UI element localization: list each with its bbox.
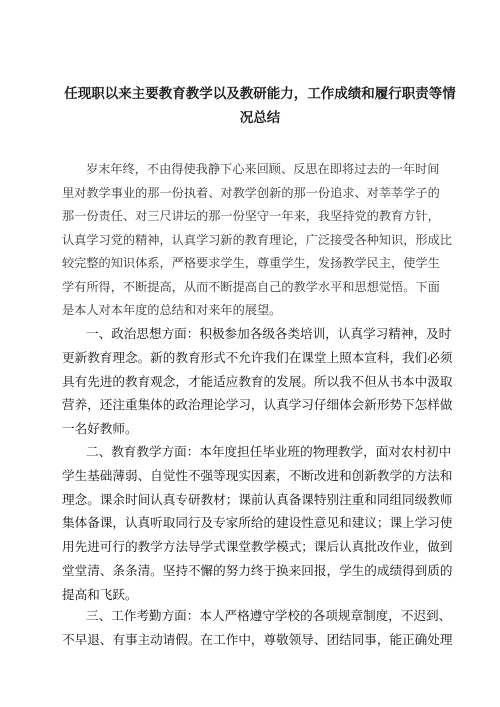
intro-line: 认真学习党的精神，认真学习新的教育理论，广泛接受各种知识，形成比 [62, 232, 452, 247]
section-line: 堂堂清、条条清。坚持不懈的努力终于换来回报，学生的成绩得到质的 [62, 562, 453, 578]
section-line: 学生基础薄弱、自觉性不强等现实因素，不断改进和创新教学的方法和 [62, 467, 453, 483]
title-line: 任现职以来主要教育教学以及教研能力，工作成绩和履行职责等情 [64, 86, 456, 102]
section-line: 更新教育理念。新的教育形式不允许我们在课堂上照本宣科，我们必须 [62, 349, 453, 365]
section-political-thought [62, 322, 457, 441]
intro-line: 是本人对本年度的总结和对来年的展望。 [62, 303, 282, 317]
section-teaching [62, 440, 457, 607]
section-attendance [62, 604, 457, 652]
intro-line: 学有所得，不断提高，从而不断提高自己的教学水平和思想觉悟。下面 [62, 279, 440, 294]
section-line: 具有先进的教育观念，才能适应教育的发展。所以我不但从书本中汲取 [62, 373, 453, 389]
section-line: 集体备课，认真听取同行及专家所给的建设性意见和建议；课上学习使 [62, 515, 453, 531]
intro-paragraph [62, 158, 457, 323]
section-line: 提高和飞跃。 [62, 586, 138, 602]
section-line: 一、政治思想方面：积极参加各级各类培训，认真学习精神，及时 [86, 326, 452, 341]
intro-line: 里对教学事业的那一份执着、对教学创新的那一份追求、对莘莘学子的 [62, 185, 440, 200]
section-line: 营养，还注重集体的政治理论学习，认真学习仔细体会新形势下怎样做 [62, 397, 453, 413]
section-line: 一名好教师。 [62, 421, 138, 437]
intro-line: 那一份责任、对三尺讲坛的那一份坚守一年来，我坚持党的教育方针， [62, 209, 440, 223]
section-line: 三、工作考勤方面：本人严格遵守学校的各项规章制度，不迟到、 [86, 608, 452, 623]
section-line: 用先进可行的教学方法导学式课堂教学模式；课后认真批改作业，做到 [62, 539, 453, 555]
intro-line: 较完整的知识体系，严格要求学生，尊重学生，发扬教学民主，使学生 [62, 256, 440, 270]
section-line: 不早退、有事主动请假。在工作中，尊敬领导、团结同事，能正确处理 [62, 631, 453, 647]
title-line: 况总结 [239, 110, 281, 126]
intro-line: 岁末年终，不由得使我静下心来回顾、反思在即将过去的一年时间 [86, 162, 440, 176]
section-line: 二、教育教学方面：本年度担任毕业班的物理教学，面对农村初中 [86, 444, 452, 459]
section-line: 理念。课余时间认真专研教材；课前认真备课特别注重和同组同级教师 [62, 491, 453, 507]
document-title [60, 82, 460, 130]
